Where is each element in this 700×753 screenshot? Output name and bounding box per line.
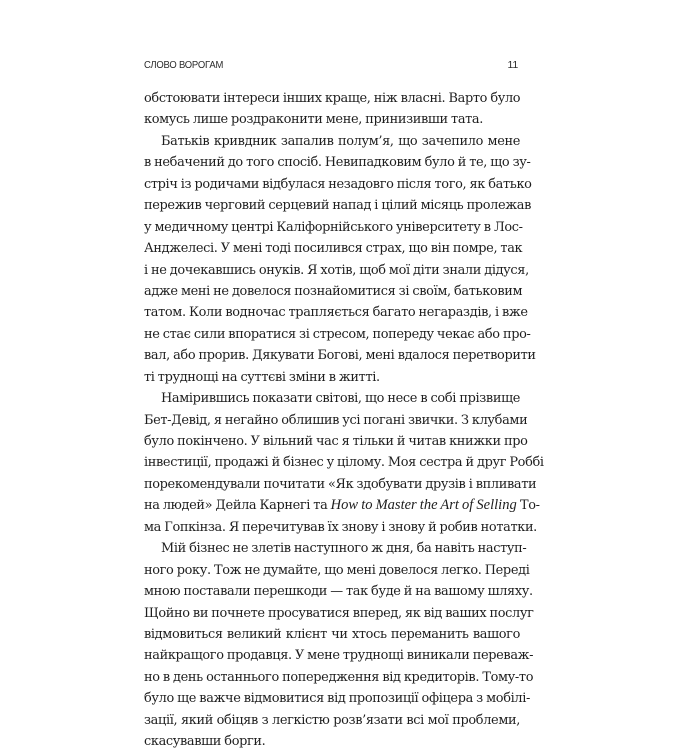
text-line: обстоювати інтереси інших краще, ніж власні. Варто було xyxy=(144,91,521,106)
text-segment: на людей» Дейла Карнегі та xyxy=(144,498,331,514)
text-segment: То- xyxy=(516,498,540,514)
text-line: адже мені не довелося познайомитися зі своїм, батьковим xyxy=(144,283,523,299)
text-line: і не дочекавшись онуків. Я хотів, щоб мої діти знали дідуся, xyxy=(144,262,529,278)
text-line: відмовиться великий клієнт чи хтось переманить вашого xyxy=(144,626,520,642)
book-title-italic: How to Master the Art of Selling xyxy=(330,497,517,514)
text-line: Анджелесі. У мені тоді посилився страх, що він помре, так xyxy=(144,241,523,257)
text-line: не стає сили впоратися зі стресом, попереду чекає або про- xyxy=(144,326,531,342)
text-line: Намірившись показати світові, що несе в собі прізвище xyxy=(161,391,520,407)
text-line: татом. Коли водночас трапляється багато негараздів, і вже xyxy=(144,305,528,321)
text-line: вал, або прорив. Дякувати Богові, мені вдалося перетворити xyxy=(144,348,536,364)
text-line: інвестиції, продажі й бізнес у цілому. Моя сестра й друг Роббі xyxy=(144,455,544,471)
text-line: зації, який обіцяв з легкістю розв’язати всі мої проблеми, xyxy=(144,712,520,728)
text-line: у медичному центрі Каліфорнійського університету в Лос- xyxy=(144,219,523,235)
text-line: було ще важче відмовитися від пропозиції офіцера з мобілі- xyxy=(144,691,530,707)
text-line: пережив черговий серцевий напад і цілий місяць пролежав xyxy=(144,198,531,214)
text-line: но в день останнього попередження від кредиторів. Тому-то xyxy=(144,669,534,685)
text-line: комусь лише роздраконити мене, принизивши тата. xyxy=(144,112,484,128)
text-line: ті труднощі на суттєві зміни в житті. xyxy=(144,369,380,385)
running-header xyxy=(144,59,520,75)
text-line: Щойно ви почнете просуватися вперед, як від ваших послуг xyxy=(144,605,534,621)
text-line: скасувавши борги. xyxy=(144,734,266,750)
text-line: Мій бізнес не злетів наступного ж дня, ба навіть наступ- xyxy=(161,541,527,557)
text-line: Батьків кривдник запалив полум’я, що зачепило мене xyxy=(161,133,520,149)
text-line: Бет-Девід, я негайно облишив усі погані звички. З клубами xyxy=(144,412,528,428)
text-line: ного року. Тож не думайте, що мені довелося легко. Переді xyxy=(144,562,530,578)
text-line: стріч із родичами відбулася незадовго після того, як батько xyxy=(144,176,532,192)
text-line: було покінчено. У вільний час я тільки й читав книжки про xyxy=(144,434,528,449)
running-title: СЛОВО ВОРОГАМ xyxy=(144,59,224,71)
text-line: ма Гопкінза. Я перечитував їх знову і знову й робив нотатки. xyxy=(144,519,537,535)
text-line: мною поставали перешкоди — так буде й на вашому шляху. xyxy=(144,584,533,600)
text-line: в небачений до того спосіб. Невипадковим було й те, що зу- xyxy=(144,155,531,171)
text-line xyxy=(144,495,540,516)
page-number: 11 xyxy=(507,59,518,71)
text-line: найкращого продавця. У мене труднощі виникали переваж- xyxy=(144,648,534,664)
text-line: порекомендували почитати «Як здобувати друзів і впливати xyxy=(144,476,537,492)
body-text xyxy=(144,88,544,753)
